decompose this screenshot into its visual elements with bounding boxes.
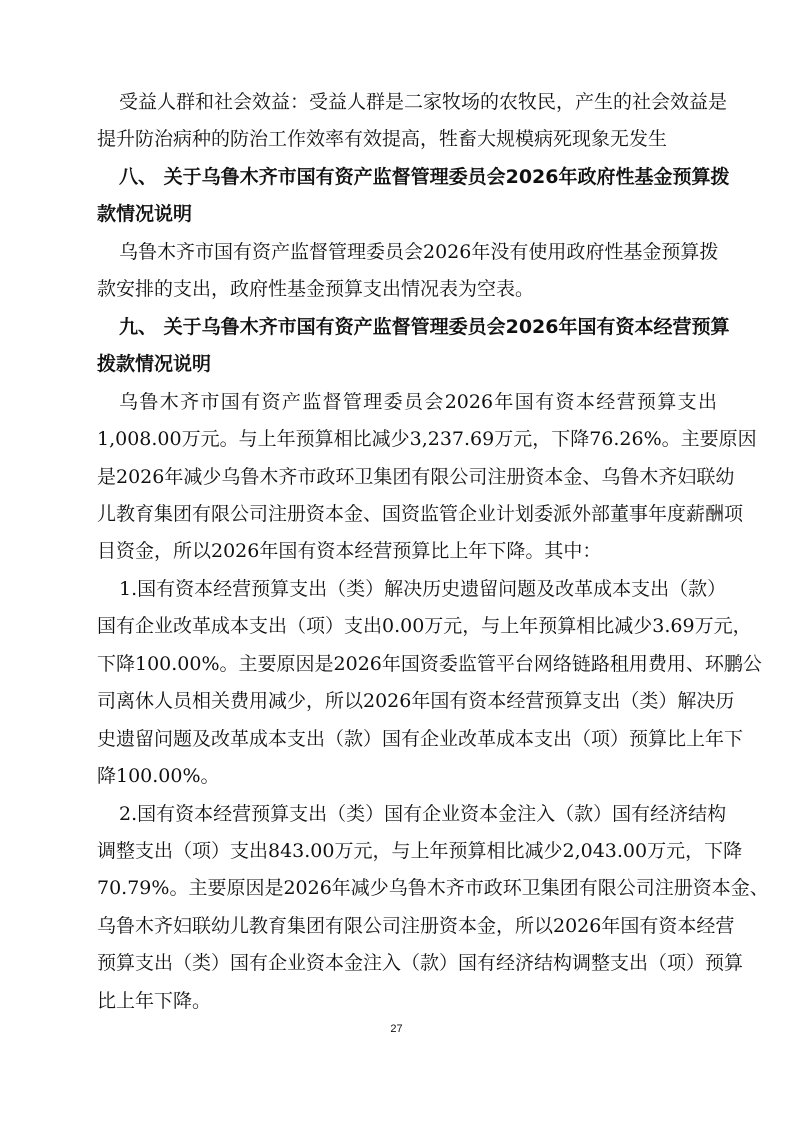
paragraph-line: 是2026年减少乌鲁木齐市政环卫集团有限公司注册资本金、乌鲁木齐妇联幼 [97, 465, 735, 488]
paragraph-line: 乌鲁木齐市国有资产监督管理委员会2026年没有使用政府性基金预算拨 [119, 240, 719, 263]
section-heading-line: 拨款情况说明 [97, 353, 212, 376]
paragraph-line: 乌鲁木齐妇联幼儿教育集团有限公司注册资本金，所以2026年国有资本经营 [97, 914, 735, 937]
paragraph-line: 比上年下降。 [97, 989, 212, 1012]
paragraph-line: 预算支出（类）国有企业资本金注入（款）国有经济结构调整支出（项）预算 [97, 952, 744, 975]
paragraph-line: 国有企业改革成本支出（项）支出0.00万元，与上年预算相比减少3.69万元， [97, 615, 752, 638]
paragraph-line: 受益人群和社会效益：受益人群是二家牧场的农牧民，产生的社会效益是 [119, 91, 728, 113]
paragraph-line: 1,008.00万元。与上年预算相比减少3,237.69万元，下降76.26%。主要原因 [97, 428, 757, 451]
paragraph-line: 1.国有资本经营预算支出（类）解决历史遗留问题及改革成本支出（款） [119, 577, 727, 600]
section-heading-line: 款情况说明 [97, 203, 193, 226]
paragraph-line: 70.79%。主要原因是2026年减少乌鲁木齐市政环卫集团有限公司注册资本金、 [97, 877, 769, 900]
page-number: 27 [390, 1023, 403, 1035]
paragraph-line: 司离休人员相关费用减少，所以2026年国有资本经营预算支出（类）解决历 [97, 690, 735, 713]
paragraph-line: 调整支出（项）支出843.00万元，与上年预算相比减少2,043.00万元，下降 [97, 840, 743, 862]
paragraph-line: 下降100.00%。主要原因是2026年国资委监管平台网络链路租用费用、环鹏公 [97, 652, 762, 675]
paragraph-line: 目资金，所以2026年国有资本经营预算比上年下降。其中： [97, 540, 602, 563]
paragraph-line: 提升防治病种的防治工作效率有效提高，牲畜大规模病死现象无发生 [97, 128, 668, 151]
paragraph-line: 乌鲁木齐市国有资产监督管理委员会2026年国有资本经营预算支出 [119, 390, 717, 413]
paragraph-line: 降100.00%。 [97, 765, 220, 788]
paragraph-line: 2.国有资本经营预算支出（类）国有企业资本金注入（款）国有经济结构 [119, 802, 727, 825]
section-heading-line: 九、 关于乌鲁木齐市国有资产监督管理委员会2026年国有资本经营预算 [119, 315, 730, 338]
section-heading-line: 八、 关于乌鲁木齐市国有资产监督管理委员会2026年政府性基金预算拨 [119, 165, 730, 188]
paragraph-line: 款安排的支出，政府性基金预算支出情况表为空表。 [97, 278, 535, 301]
paragraph-line: 史遗留问题及改革成本支出（款）国有企业改革成本支出（项）预算比上年下 [97, 727, 744, 750]
paragraph-line: 儿教育集团有限公司注册资本金、国资监管企业计划委派外部董事年度薪酬项 [97, 502, 744, 525]
